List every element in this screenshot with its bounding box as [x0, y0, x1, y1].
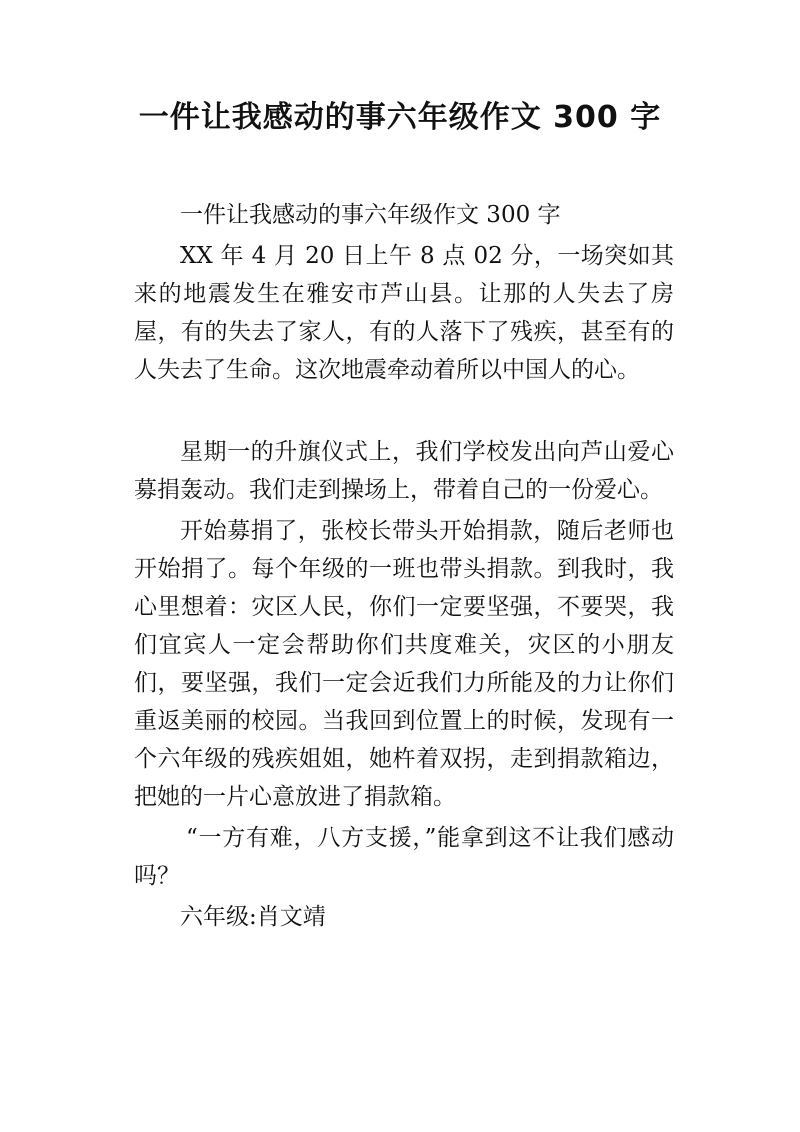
- donation-paragraph: 开始募捐了，张校长带头开始捐款，随后老师也开始捐了。每个年级的一班也带头捐款。到我时，我心里想着：灾区人民，你们一定要坚强，不要哭，我们宜宾人一定会帮助你们共度难关，灾区的小朋友们，要坚强，我们一定会近我们力所能及的力让你们重返美丽的校园。当我回到位置上的时候，发现有一个六年级的残疾姐姐，她杵着双拐，走到捐款箱边，把她的一片心意放进了捐款箱。: [134, 518, 674, 810]
- document-body: [134, 196, 674, 939]
- subtitle-paragraph: 一件让我感动的事六年级作文 300 字: [180, 202, 561, 228]
- quote-paragraph: “一方有难，八方支援，”能拿到这不让我们感动吗？: [134, 825, 674, 889]
- author-line: 六年级:肖文靖: [180, 904, 326, 930]
- earthquake-paragraph: XX 年 4 月 20 日上午 8 点 02 分，一场突如其来的地震发生在雅安市芦山县。让那的人失去了房屋，有的失去了家人，有的人落下了残疾，甚至有的人失去了生命。这次地震牵动着所以中国人的心。: [134, 243, 674, 383]
- flag-ceremony-paragraph: 星期一的升旗仪式上，我们学校发出向芦山爱心募捐轰动。我们走到操场上，带着自己的一份爱心。: [134, 439, 674, 503]
- document-title: 一件让我感动的事六年级作文 300 字: [138, 100, 662, 135]
